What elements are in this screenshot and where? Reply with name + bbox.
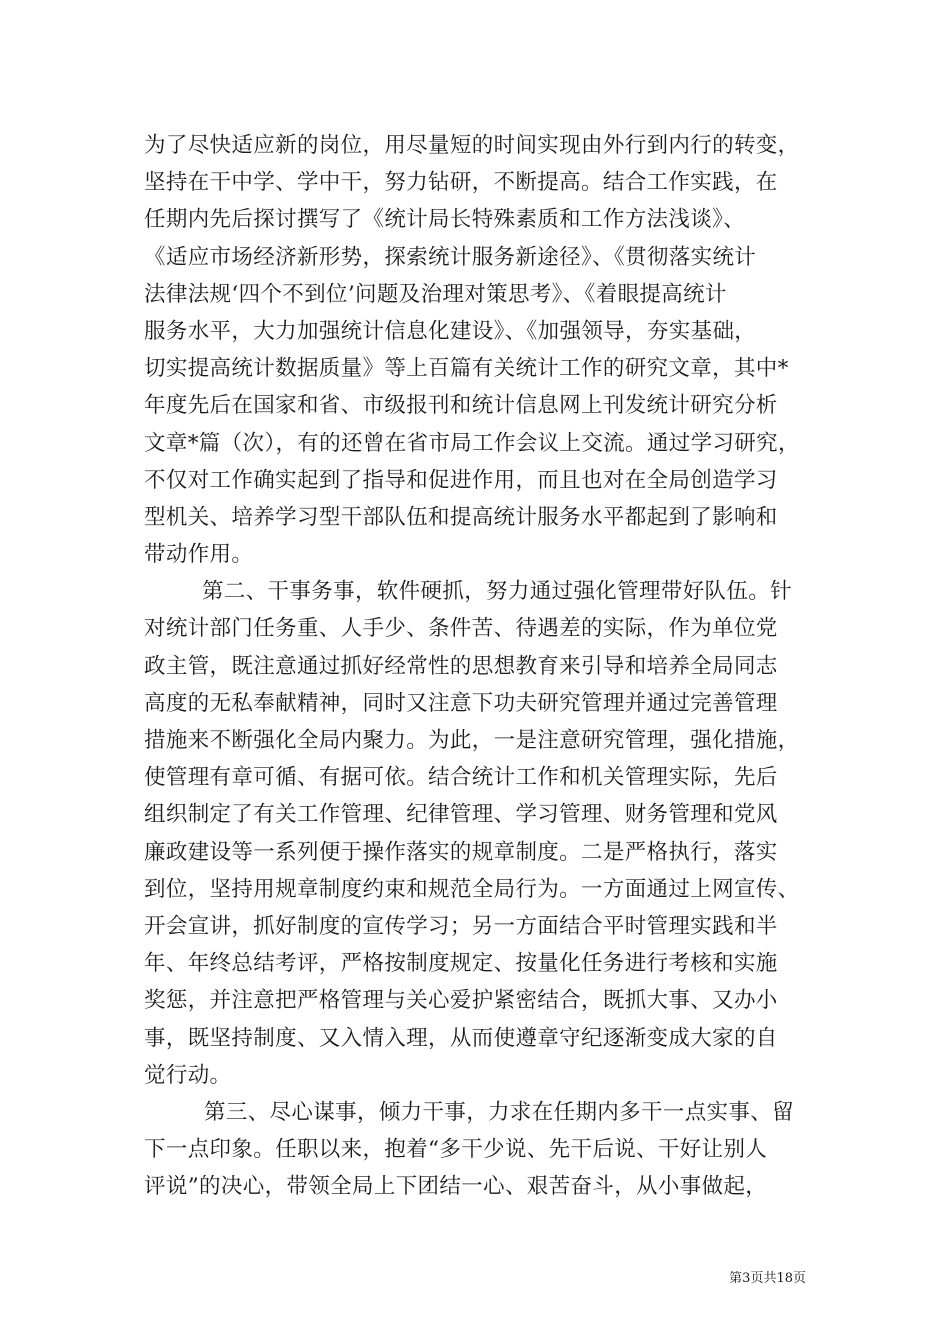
text-line: 不仅对工作确实起到了指导和促进作用，而且也对在全局创造学习 — [144, 467, 778, 493]
text-line: 事，既坚持制度、又入情入理，从而使遵章守纪逐渐变成大家的自 — [144, 1025, 778, 1051]
paragraph-start-line: 第二、干事务事，软件硬抓，努力通过强化管理带好队伍。针 — [202, 579, 792, 605]
text-line: 带动作用。 — [144, 542, 254, 568]
text-line: 法律法规‘四个不到位’问题及治理对策思考》、《着眼提高统计 — [144, 281, 727, 307]
body-text — [144, 127, 816, 1205]
text-line: 使管理有章可循、有据可依。结合统计工作和机关管理实际，先后 — [144, 765, 778, 791]
text-line: 年度先后在国家和省、市级报刊和统计信息网上刊发统计研究分析 — [144, 393, 778, 419]
text-line: 高度的无私奉献精神，同时又注意下功夫研究管理并通过完善管理 — [144, 690, 778, 716]
text-line: 对统计部门任务重、人手少、条件苦、待遇差的实际，作为单位党 — [144, 616, 778, 642]
text-line: 政主管，既注意通过抓好经常性的思想教育来引导和培养全局同志 — [144, 653, 778, 679]
text-line: 任期内先后探讨撰写了《统计局长特殊素质和工作方法浅谈》、 — [144, 207, 746, 233]
text-line: 廉政建设等一系列便于操作落实的规章制度。二是严格执行，落实 — [144, 839, 778, 865]
text-line: 到位，坚持用规章制度约束和规范全局行为。一方面通过上网宣传、 — [144, 876, 800, 902]
text-line: 开会宣讲，抓好制度的宣传学习；另一方面结合平时管理实践和半 — [144, 913, 778, 939]
text-line: 坚持在干中学、学中干，努力钻研，不断提高。结合工作实践，在 — [144, 170, 778, 196]
page-number-footer: 第3页共18页 — [729, 1271, 806, 1286]
text-line: 《适应市场经济新形势，探索统计服务新途径》、《贯彻落实统计 — [144, 244, 757, 270]
text-line: 组织制定了有关工作管理、纪律管理、学习管理、财务管理和党风 — [144, 802, 778, 828]
text-line: 文章*篇（次），有的还曾在省市局工作会议上交流。通过学习研究， — [144, 430, 800, 456]
text-line: 年、年终总结考评，严格按制度规定、按量化任务进行考核和实施 — [144, 951, 778, 977]
text-line: 奖惩，并注意把严格管理与关心爱护紧密结合，既抓大事、又办小 — [144, 988, 778, 1014]
text-line: 服务水平，大力加强统计信息化建设》、《加强领导，夯实基础， — [144, 318, 757, 344]
text-line: 下一点印象。任职以来，抱着“多干少说、先干后说、干好让别人 — [144, 1137, 768, 1163]
text-line: 切实提高统计数据质量》等上百篇有关统计工作的研究文章，其中* — [144, 356, 789, 382]
text-line: 型机关、培养学习型干部队伍和提高统计服务水平都起到了影响和 — [144, 504, 778, 530]
text-line: 措施来不断强化全局内聚力。为此，一是注意研究管理，强化措施， — [144, 728, 800, 753]
text-line: 觉行动。 — [144, 1062, 232, 1088]
paragraph-start-line: 第三、尽心谋事，倾力干事，力求在任期内多干一点实事、留 — [204, 1099, 794, 1125]
text-line: 评说”的决心，带领全局上下团结一心、艰苦奋斗，从小事做起， — [144, 1174, 768, 1200]
text-line: 为了尽快适应新的岗位，用尽量短的时间实现由外行到内行的转变， — [144, 133, 800, 158]
